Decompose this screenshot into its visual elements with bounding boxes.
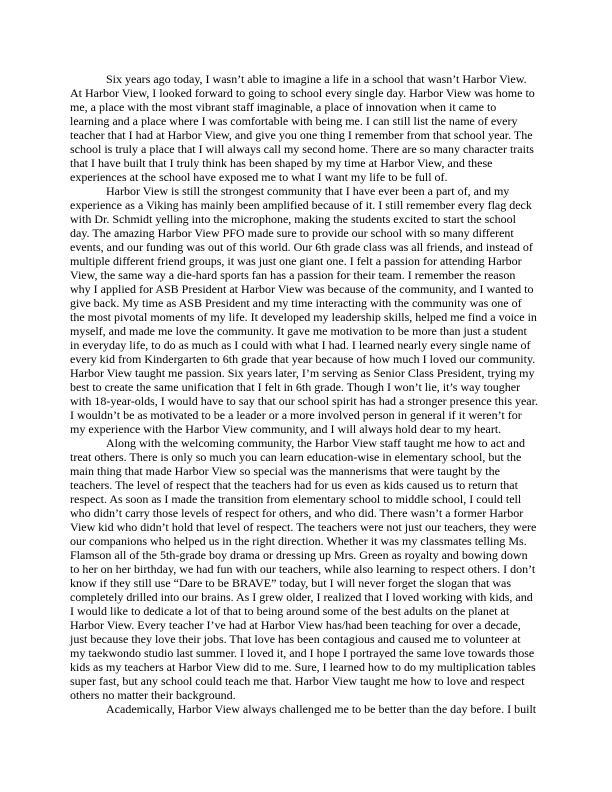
text-line: multiple different friend groups, it was just one giant one. I felt a passion for attending Harbor <box>70 254 522 268</box>
text-line: that I have built that I truly think has been shaped by my time at Harbor View, and these <box>70 156 493 170</box>
paragraph-4 <box>70 702 548 716</box>
text-line: experience as a Viking has mainly been amplified because of it. I still remember every flag deck <box>70 198 532 212</box>
text-line: in everyday life, to do as much as I could with what I had. I learned nearly every single name of <box>70 338 531 352</box>
text-line: At Harbor View, I looked forward to going to school every single day. Harbor View was home to <box>70 86 535 100</box>
text-line: Harbor View taught me passion. Six years later, I’m serving as Senior Class President, trying my <box>70 366 535 380</box>
essay-body <box>70 72 548 716</box>
text-line: View, the same way a die-hard sports fan has a passion for their team. I remember the reason <box>70 268 516 282</box>
text-line: experiences at the school have exposed me to what I want my life to be full of. <box>70 170 448 184</box>
text-line: school is truly a place that I will always call my second home. There are so many character traits <box>70 142 534 156</box>
paragraph-3 <box>70 436 548 702</box>
text-line: why I applied for ASB President at Harbor View was because of the community, and I wanted to <box>70 282 534 296</box>
text-line: Harbor View is still the strongest community that I have ever been a part of, and my <box>106 184 510 198</box>
text-line: learning and a place where I was comfortable with being me. I can still list the name of every <box>70 114 518 128</box>
text-line: Harbor View. Every teacher I’ve had at Harbor View has/had been teaching for over a decade, <box>70 618 521 632</box>
text-line: who didn’t carry those levels of respect for others, and who did. There wasn’t a former Harbor <box>70 506 524 520</box>
text-line: Six years ago today, I wasn’t able to imagine a life in a school that wasn’t Harbor View. <box>106 72 527 86</box>
text-line: events, and our funding was out of this world. Our 6th grade class was all friends, and instead of <box>70 240 533 254</box>
text-line: Flamson all of the 5th-grade boy drama or dressing up Mrs. Green as royalty and bowing down <box>70 548 528 562</box>
text-line: me, a place with the most vibrant staff imaginable, a place of innovation when it came to <box>70 100 497 114</box>
text-line: with 18-year-olds, I would have to say that our school spirit has had a stronger presence this year. <box>70 394 538 408</box>
text-line: to her on her birthday, we had fun with our teachers, while also learning to respect others. I don’t <box>70 562 536 576</box>
text-line: Along with the welcoming community, the Harbor View staff taught me how to act and <box>106 436 525 450</box>
text-line: my taekwondo studio last summer. I loved it, and I hope I portrayed the same love towards those <box>70 646 535 660</box>
text-line: day. The amazing Harbor View PFO made sure to provide our school with so many different <box>70 226 514 240</box>
text-line: I wouldn’t be as motivated to be a leader or a more involved person in general if it weren’t for <box>70 408 522 422</box>
text-line: teachers. The level of respect that the teachers had for us even as kids caused us to return that <box>70 478 518 492</box>
text-line: others no matter their background. <box>70 688 236 702</box>
text-line: the most pivotal moments of my life. It developed my leadership skills, helped me find a voice in <box>70 310 537 324</box>
paragraph-2 <box>70 184 548 436</box>
text-line: completely drilled into our brains. As I grew older, I realized that I loved working with kids, and <box>70 590 533 604</box>
text-line: give back. My time as ASB President and my time interacting with the community was one of <box>70 296 522 310</box>
text-line: with Dr. Schmidt yelling into the microphone, making the students excited to start the school <box>70 212 516 226</box>
text-line: every kid from Kindergarten to 6th grade that year because of how much I loved our community. <box>70 352 536 366</box>
text-line: best to create the same unification that I felt in 6th grade. Though I won’t lie, it’s way tougher <box>70 380 521 394</box>
paragraph-1 <box>70 72 548 184</box>
text-line: View kid who didn’t hold that level of respect. The teachers were not just our teachers, they were <box>70 520 537 534</box>
text-line: my experience with the Harbor View community, and I will always hold dear to my heart. <box>70 422 502 436</box>
text-line: treat others. There is only so much you can learn education-wise in elementary school, but the <box>70 450 522 464</box>
text-line: Academically, Harbor View always challenged me to be better than the day before. I built <box>106 702 537 716</box>
text-line: main thing that made Harbor View so special was the mannerisms that were taught by the <box>70 464 500 478</box>
text-line: myself, and made me love the community. It gave me motivation to be more than just a student <box>70 324 527 338</box>
text-line: know if they still use “Dare to be BRAVE” today, but I will never forget the slogan that was <box>70 576 512 590</box>
text-line: super fast, but any school could teach me that. Harbor View taught me how to love and respect <box>70 674 525 688</box>
text-line: just because they love their jobs. That love has been contagious and caused me to volunteer at <box>70 632 521 646</box>
text-line: teacher that I had at Harbor View, and give you one thing I remember from that school year. The <box>70 128 533 142</box>
text-line: I would like to dedicate a lot of that to being around some of the best adults on the planet at <box>70 604 510 618</box>
text-line: our companions who helped us in the right direction. Whether it was my classmates telling Ms. <box>70 534 527 548</box>
text-line: kids as my teachers at Harbor View did to me. Sure, I learned how to do my multiplication tables <box>70 660 536 674</box>
text-line: respect. As soon as I made the transition from elementary school to middle school, I could tell <box>70 492 522 506</box>
